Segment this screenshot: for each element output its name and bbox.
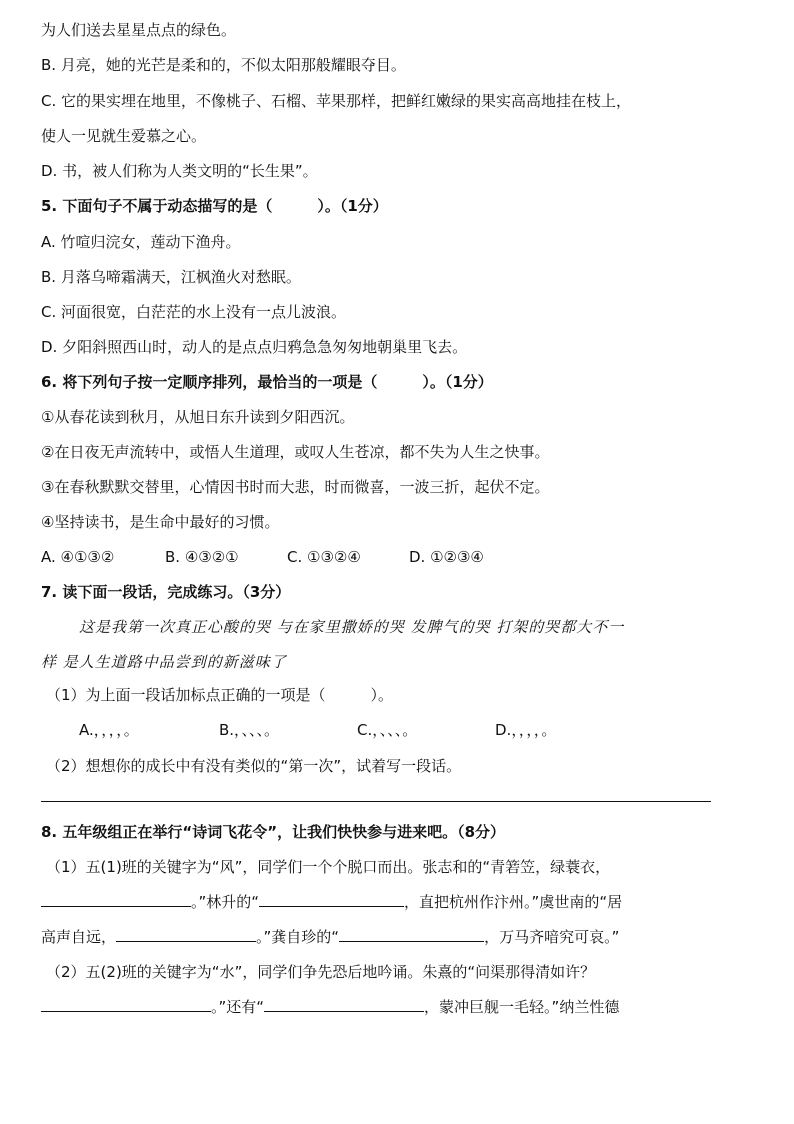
q8-text-gongzizhen: 。”龚自珍的“ [256,928,340,946]
q8-text-bianzhou: ，直把杭州作汴州。”虞世南的“居 [404,893,623,911]
q6-choice-d[interactable]: D. ①②③④ [409,548,484,566]
q8-part1-line3 [41,927,619,947]
q6-choice-c[interactable]: C. ①③②④ [287,548,361,566]
q8-blank-4[interactable] [339,927,484,942]
q8-text-wanma: ，万马齐喑究可哀。” [484,928,620,946]
q8-part1-line2 [41,892,622,912]
q5-option-b: B. 月落乌啼霜满天，江枫渔火对愁眠。 [41,268,301,286]
q7-answer-line[interactable] [41,801,711,802]
q7-stem: 7. 读下面一段话，完成练习。（3分） [41,583,291,601]
q8-text-linsheng: 。”林升的“ [191,893,260,911]
q6-stem: 6. 将下列句子按一定顺序排列，最恰当的一项是（ ）。（1分） [41,373,493,391]
q8-part2-line1: （2）五(2)班的关键字为“水”，同学们争先恐后地吟诵。朱熹的“问渠那得清如许？ [46,963,596,981]
q6-choices [41,547,484,567]
q8-part2-line2 [41,997,619,1017]
q4-option-a-tail: 为人们送去星星点点的绿色。 [41,21,237,39]
q5-option-c: C. 河面很宽，白茫茫的水上没有一点儿波浪。 [41,303,347,321]
q7-passage-line2: 样 是人生道路中品尝到的新滋味了 [41,653,287,671]
q6-sentence-3: ③在春秋默默交替里，心情因书时而大悲，时而微喜，一波三折，起伏不定。 [41,478,550,496]
q4-option-d: D. 书，被人们称为人类文明的“长生果”。 [41,162,318,180]
q7-choice-d[interactable]: D.，，，，。 [495,721,557,739]
q8-part1-line1: （1）五(1)班的关键字为“风”，同学们一个个脱口而出。张志和的“青箬笠，绿蓑衣， [46,858,611,876]
q8-blank-3[interactable] [116,927,256,942]
q7-choice-c[interactable]: C.，、、、。 [357,721,418,739]
q8-blank-6[interactable] [264,997,424,1012]
q8-text-haiyou: 。”还有“ [211,998,265,1016]
q7-sub2-prompt: （2）想想你的成长中有没有类似的“第一次”，试着写一段话。 [46,757,462,775]
q7-choice-b[interactable]: B.，、、、。 [219,721,280,739]
q8-blank-2[interactable] [259,892,404,907]
q6-choice-b[interactable]: B. ④③②① [165,548,239,566]
q8-stem: 8. 五年级组正在举行“诗词飞花令”，让我们快快参与进来吧。（8分） [41,823,506,841]
q5-option-d: D. 夕阳斜照西山时，动人的是点点归鸦急急匆匆地朝巢里飞去。 [41,338,468,356]
q7-choice-a[interactable]: A.，，，，。 [79,721,139,739]
q7-passage-line1: 这是我第一次真正心酸的哭 与在家里撒娇的哭 发脾气的哭 打架的哭都大不一 [79,618,625,636]
q8-text-mengchong: ，蒙冲巨舰一毛轻。”纳兰性德 [424,998,620,1016]
q8-blank-1[interactable] [41,892,191,907]
q5-stem: 5. 下面句子不属于动态描写的是（ ）。（1分） [41,197,388,215]
q4-option-c-line2: 使人一见就生爱慕之心。 [41,127,207,145]
q4-option-c-line1: C. 它的果实埋在地里，不像桃子、石榴、苹果那样，把鲜红嫩绿的果实高高地挂在枝上， [41,92,632,110]
q7-sub1-prompt: （1）为上面一段话加标点正确的一项是（ ）。 [46,686,394,704]
q7-sub1-choices [79,720,556,740]
q6-sentence-2: ②在日夜无声流转中，或悟人生道理，或叹人生苍凉，都不失为人生之快事。 [41,443,550,461]
q6-choice-a[interactable]: A. ④①③② [41,548,115,566]
q8-blank-5[interactable] [41,997,211,1012]
q6-sentence-1: ①从春花读到秋月，从旭日东升读到夕阳西沉。 [41,408,355,426]
q6-sentence-4: ④坚持读书，是生命中最好的习惯。 [41,513,280,531]
q4-option-b: B. 月亮，她的光芒是柔和的，不似太阳那般耀眼夺目。 [41,56,406,74]
q5-option-a: A. 竹喧归浣女，莲动下渔舟。 [41,233,241,251]
q8-text-gaosheng: 高声自远， [41,928,117,946]
